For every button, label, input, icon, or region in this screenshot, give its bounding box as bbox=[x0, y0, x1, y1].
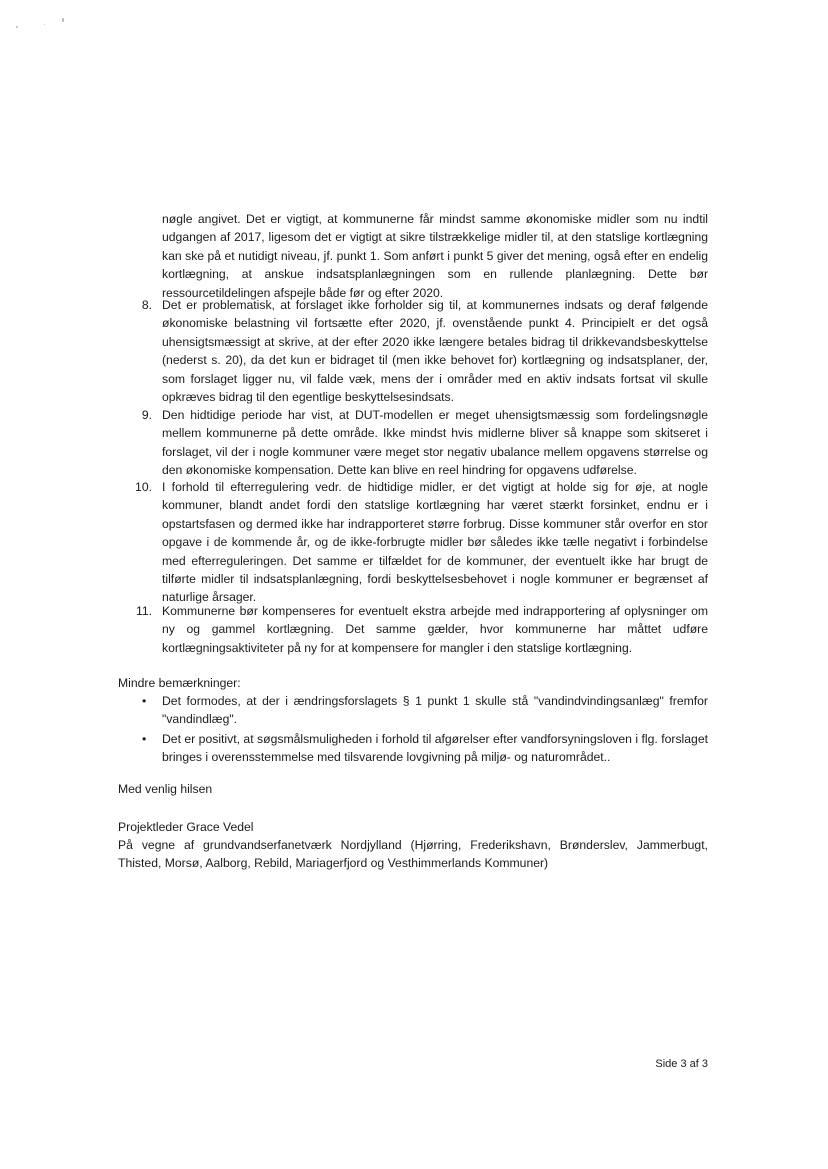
intro-paragraph: nøgle angivet. Det er vigtigt, at kommunerne får mindst samme økonomiske midler som nu indtil udgangen af 2017, ligesom det er vigtigt at sikre tilstrækkelige midler til, at den statslige kortlægning kan ske på et nutidigt niveau, jf. punkt 1. Som anført i punkt 5 giver det mening, også efter en endelig kortlægning, at anskue indsatsplanlægningen som en rullende planlægning. Dette bør ressourcetildelingen afspejle både før og efter 2020. bbox=[162, 212, 708, 300]
item-number: 9. bbox=[141, 408, 152, 422]
item-number: 11. bbox=[135, 604, 152, 618]
item-text: Kommunerne bør kompenseres for eventuelt ekstra arbejde med indrapportering af oplysninger om ny og gammel kortlægning. Det samme gælder, hvor kommunerne har måttet udføre kortlægningsaktiviteter på ny for at kompensere for mangler i den statslige kortlægning. bbox=[162, 604, 708, 655]
closing-greeting: Med venlig hilsen bbox=[118, 782, 213, 796]
bullet-icon: • bbox=[142, 732, 147, 746]
bullet-icon: • bbox=[142, 694, 147, 708]
signer-name: Projektleder Grace Vedel bbox=[118, 820, 254, 834]
scan-speck bbox=[44, 24, 45, 25]
on-behalf-text: På vegne af grundvandserfanetværk Nordjylland (Hjørring, Frederikshavn, Brønderslev, Jammerbugt, Thisted, Morsø, Aalborg, Rebild, Mariagerfjord og Vesthimmerlands Kommuner) bbox=[118, 838, 708, 871]
bullet-text: Det formodes, at der i ændringsforslagets § 1 punkt 1 skulle stå "vandindvindingsanlæg" fremfor "vandindlæg". bbox=[162, 694, 708, 727]
scan-speck bbox=[16, 26, 18, 28]
bullet-text: Det er positivt, at søgsmålsmuligheden i forhold til afgørelser efter vandforsyningsloven i flg. forslaget bringes i overensstemmelse med tilsvarende lovgivning på miljø- og naturområdet.. bbox=[162, 732, 708, 765]
minor-remarks-heading: Mindre bemærkninger: bbox=[118, 676, 241, 690]
item-number: 8. bbox=[141, 298, 152, 312]
item-text: Det er problematisk, at forslaget ikke forholder sig til, at kommunernes indsats og deraf følgende økonomiske belastning vil fortsætte efter 2020, jf. ovenstående punkt 4. Principielt er det også uhensigtsmæssigt at skrive, at der efter 2020 ikke længere betales bidrag til drikkevandsbeskyttelse (nederst s. 20), da det kun er bidraget til (men ikke behovet for) kortlægning og indsatsplaner, der, som forslaget ligger nu, vil falde væk, mens der i områder med en aktiv indsats fortsat vil skulle opkræves bidrag til den egentlige beskyttelsesindsats. bbox=[162, 298, 708, 405]
page-number: Side 3 af 3 bbox=[655, 1058, 708, 1070]
item-text: Den hidtidige periode har vist, at DUT-modellen er meget uhensigtsmæssig som fordelingsnøgle mellem kommunerne på dette område. Ikke mindst hvis midlerne bliver så knappe som skitseret i forslaget, vil der i nogle kommuner være meget stor negativ ubalance mellem opgavens størrelse og den økonomiske kompensation. Dette kan blive en reel hindring for opgavens udførelse. bbox=[162, 408, 708, 478]
item-number: 10. bbox=[135, 480, 152, 494]
scan-speck bbox=[62, 18, 64, 22]
item-text: I forhold til efterregulering vedr. de hidtidige midler, er det vigtigt at holde sig for øje, at nogle kommuner, blandt andet fordi den statslige kortlægning har været stærkt forsinket, endnu er i opstartsfasen og dermed ikke har indrapporteret større forbrug. Disse kommuner står overfor en stor opgave i de kommende år, og de ikke-forbrugte midler bør således ikke tælle negativt i forbindelse med efterreguleringen. Det samme er tilfældet for de kommuner, der eventuelt ikke har brugt de tilførte midler til indsatsplanlægning, fordi beskyttelsesbehovet i nogle kommuner er begrænset af naturlige årsager. bbox=[162, 480, 708, 605]
